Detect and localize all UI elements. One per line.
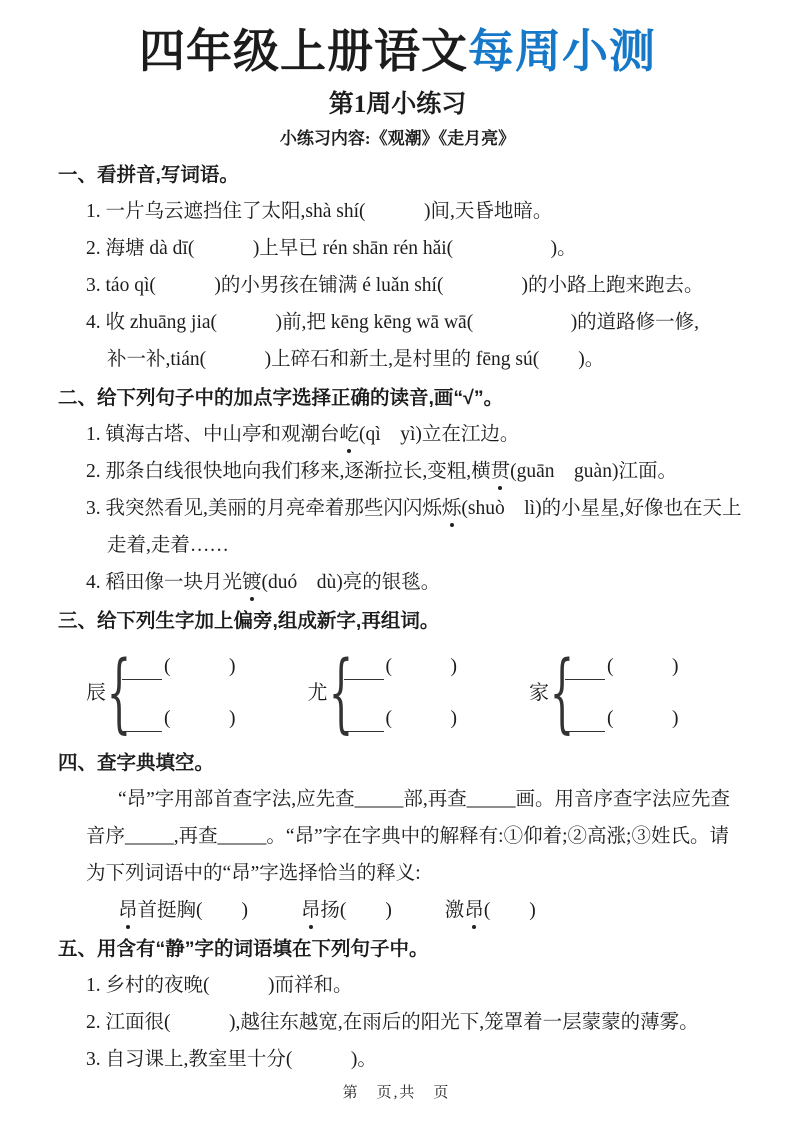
dotted-char: 屹 — [340, 422, 360, 448]
section3-heading: 三、给下列生字加上偏旁,组成新字,再组词。 — [58, 610, 440, 632]
word-jiang: 激昂( ) — [445, 900, 536, 921]
section2-item-3-continued: 走着,走着…… — [107, 535, 229, 556]
answer-row: ( ) — [344, 706, 458, 732]
section1-item-3: 3. táo qì( )的小男孩在铺满 é luǎn shí( )的小路上跑来跑去。 — [86, 275, 704, 296]
section5-item-1: 1. 乡村的夜晚( )而祥和。 — [86, 975, 353, 996]
week-subtitle: 第1周小练习 — [328, 91, 467, 118]
section1-item-1: 1. 一片乌云遮挡住了太阳,shà shí( )间,天昏地暗。 — [86, 201, 553, 222]
section4-heading: 四、查字典填空。 — [58, 752, 215, 774]
page-title — [58, 24, 737, 80]
brace-glyph: { — [549, 643, 575, 743]
base-character: 尤 — [307, 682, 328, 704]
ang-word-choices — [118, 898, 737, 924]
section5-item-3: 3. 自习课上,教室里十分( )。 — [86, 1049, 377, 1070]
base-character: 家 — [529, 682, 549, 704]
dotted-char: 昂 — [118, 898, 138, 924]
section2-item-4: 4. 稻田像一块月光镀(duó dù)亮的银毯。 — [86, 570, 737, 596]
section1-item-4: 4. 收 zhuāng jia( )前,把 kēng kēng wā wā( )的道路修一修, — [86, 312, 700, 333]
section1-item-4-continued: 补一补,tián( )上碎石和新土,是村里的 fēng sú( )。 — [107, 349, 605, 370]
brace-glyph: { — [106, 643, 132, 743]
section1-heading: 一、看拼音,写词语。 — [58, 164, 239, 186]
page-title-blue: 每周小测 — [468, 26, 656, 77]
dictionary-paragraph-line-3: 为下列词语中的“昂”字选择恰当的释义: — [86, 863, 421, 884]
answer-row: ( ) — [122, 654, 236, 680]
answer-row: ( ) — [565, 706, 679, 732]
section2-item-2: 2. 那条白线很快地向我们移来,逐渐拉长,变粗,横贯(guān guàn)江面。 — [86, 459, 737, 485]
scope-note: 小练习内容:《观潮》《走月亮》 — [279, 129, 516, 148]
page-footer: 第 页,共 页 — [342, 1085, 451, 1101]
radical-group-chen — [86, 643, 236, 743]
section2-item-1: 1. 镇海古塔、中山亭和观潮台屹(qì yì)立在江边。 — [86, 422, 737, 448]
dotted-char: 贯 — [491, 459, 511, 485]
word-angshoutingxiong: 昂首挺胸( ) — [118, 900, 248, 921]
dictionary-paragraph-line-2: 音序_____,再查_____。“昂”字在字典中的解释有:①仰着;②高涨;③姓氏。请 — [86, 826, 729, 847]
radical-group-you — [307, 643, 458, 743]
section1-item-2: 2. 海塘 dà dī( )上早已 rén shān rén hǎi( )。 — [86, 238, 577, 259]
dictionary-paragraph-line-1: “昂”字用部首查字法,应先查_____部,再查_____画。用音序查字法应先查 — [118, 789, 731, 810]
answer-row: ( ) — [565, 654, 679, 680]
dotted-char: 烁 — [442, 496, 462, 522]
section2-item-3: 3. 我突然看见,美丽的月亮牵着那些闪闪烁烁(shuò lì)的小星星,好像也在天上 — [86, 496, 737, 522]
section2-heading: 二、给下列句子中的加点字选择正确的读音,画“√”。 — [58, 387, 504, 409]
section5-item-2: 2. 江面很( ),越往东越宽,在雨后的阳光下,笼罩着一层蒙蒙的薄雾。 — [86, 1012, 699, 1033]
radical-groups — [86, 643, 737, 743]
radical-group-jia — [529, 643, 679, 743]
dotted-char: 昂 — [301, 898, 321, 924]
brace-glyph: { — [328, 643, 353, 743]
base-character: 辰 — [86, 682, 106, 704]
dotted-char: 昂 — [464, 898, 484, 924]
word-angyang: 昂扬( ) — [301, 900, 392, 921]
page-title-black: 四年级上册语文 — [139, 26, 468, 77]
answer-row: ( ) — [122, 706, 236, 732]
dotted-char: 镀 — [242, 570, 262, 596]
section5-heading: 五、用含有“静”字的词语填在下列句子中。 — [58, 938, 429, 960]
answer-row: ( ) — [344, 654, 458, 680]
